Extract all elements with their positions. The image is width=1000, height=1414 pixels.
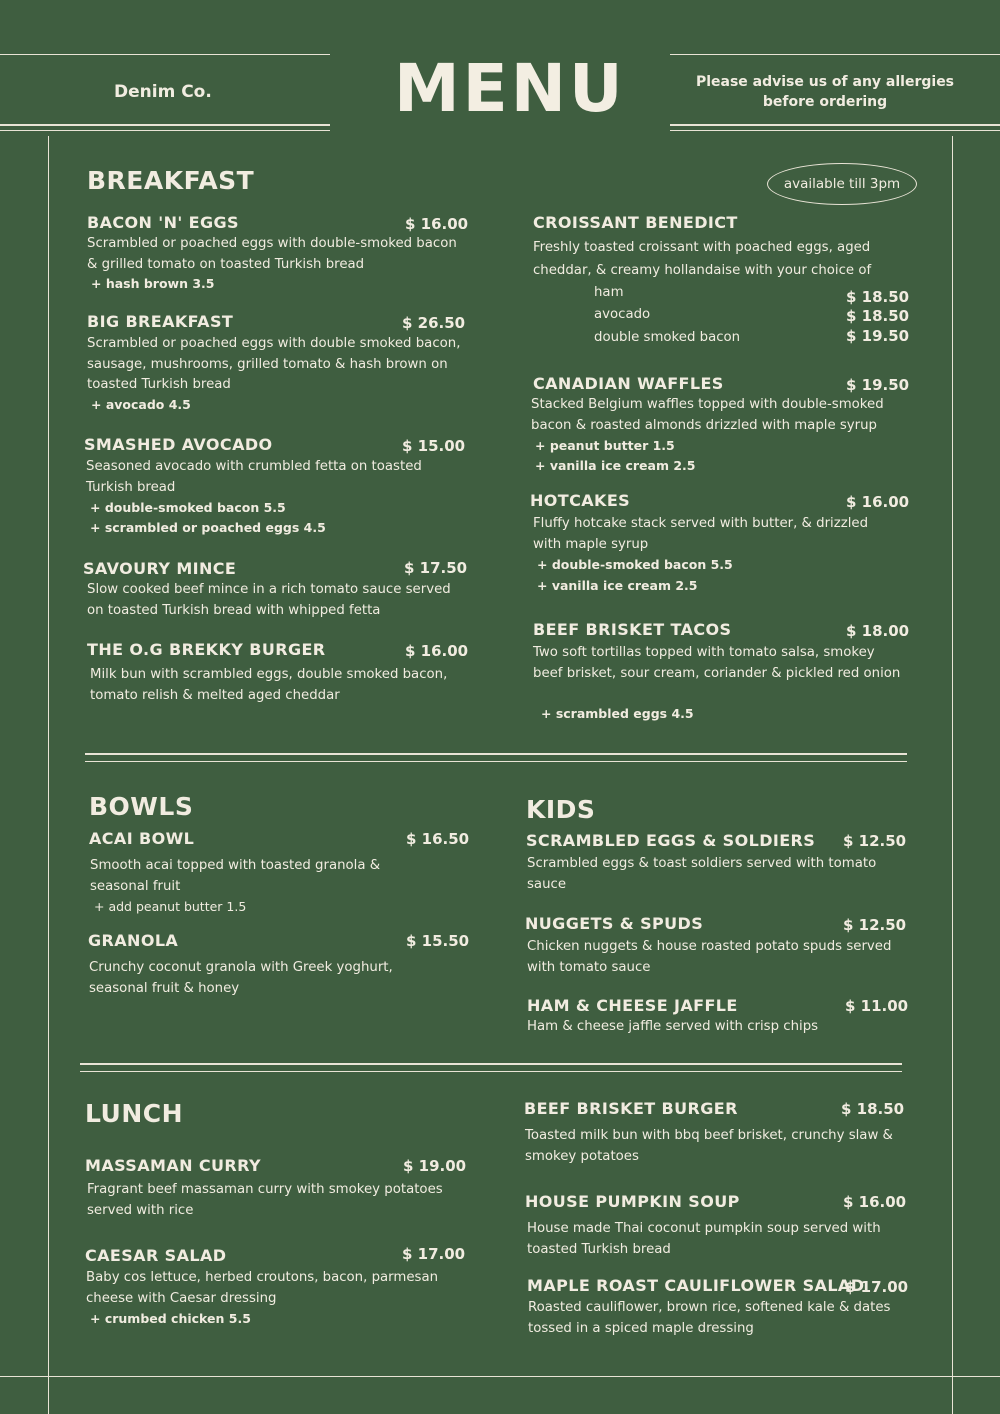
item-price-bacon-eggs: $ 16.00 xyxy=(405,215,469,233)
divider-2a xyxy=(80,1063,902,1065)
item-desc-caesar: Baby cos lettuce, herbed croutons, bacon, parmesan cheese with Caesar dressing xyxy=(86,1270,439,1306)
item-name-tacos: BEEF BRISKET TACOS xyxy=(533,620,732,639)
frame-left xyxy=(48,136,49,1414)
frame-right xyxy=(952,136,953,1414)
item-name-waffles: CANADIAN WAFFLES xyxy=(533,374,724,393)
item-name-croissant: CROISSANT BENEDICT xyxy=(533,213,738,232)
allergy-notice xyxy=(680,72,970,112)
item-name-smashed-avocado: SMASHED AVOCADO xyxy=(84,435,273,454)
item-desc-acai: Smooth acai topped with toasted granola & seasonal fruit xyxy=(90,858,381,894)
item-name-scrambled-soldiers: SCRAMBLED EGGS & SOLDIERS xyxy=(526,831,816,850)
header-line-right-top xyxy=(670,54,1000,55)
page-title: MENU xyxy=(394,50,626,127)
header-line-right-bottom2 xyxy=(670,130,1000,131)
item-name-cauliflower: MAPLE ROAST CAULIFLOWER SALAD xyxy=(527,1276,865,1295)
item-desc-nuggets: Chicken nuggets & house roasted potato spuds served with tomato sauce xyxy=(527,939,892,975)
item-addon-big-breakfast: + avocado 4.5 xyxy=(91,397,191,412)
item-price-savoury-mince: $ 17.50 xyxy=(404,559,468,577)
item-desc-waffles: Stacked Belgium waffles topped with double-smoked bacon & roasted almonds drizzled with maple syrup xyxy=(531,397,884,433)
header-line-left-top xyxy=(0,54,330,55)
section-title-breakfast: BREAKFAST xyxy=(87,166,255,195)
option-price-bacon: $ 19.50 xyxy=(846,327,910,345)
item-name-big-breakfast: BIG BREAKFAST xyxy=(87,312,234,331)
item-desc-cauliflower: Roasted cauliflower, brown rice, softened kale & dates tossed in a spiced maple dressing xyxy=(528,1300,891,1336)
item-desc-granola: Crunchy coconut granola with Greek yoghurt, seasonal fruit & honey xyxy=(89,960,393,996)
section-title-bowls: BOWLS xyxy=(89,792,194,821)
divider-1b xyxy=(85,761,907,762)
item-desc-croissant: Freshly toasted croissant with poached eggs, aged cheddar, & creamy hollandaise with your choice of xyxy=(533,240,872,278)
section-title-lunch: LUNCH xyxy=(85,1099,184,1128)
item-name-nuggets: NUGGETS & SPUDS xyxy=(525,914,704,933)
header-line-left-bottom2 xyxy=(0,130,330,131)
allergy-line-2: before ordering xyxy=(762,94,888,110)
option-name-avocado: avocado xyxy=(594,307,651,322)
item-desc-jaffle: Ham & cheese jaffle served with crisp chips xyxy=(527,1019,819,1034)
item-price-hotcakes: $ 16.00 xyxy=(846,493,910,511)
item-addon-bacon-eggs: + hash brown 3.5 xyxy=(91,276,215,291)
item-name-pumpkin-soup: HOUSE PUMPKIN SOUP xyxy=(525,1192,740,1211)
item-addon-hotcakes-2: + vanilla ice cream 2.5 xyxy=(537,578,698,593)
item-addon-acai: + add peanut butter 1.5 xyxy=(94,899,247,914)
item-desc-scrambled-soldiers: Scrambled eggs & toast soldiers served with tomato sauce xyxy=(527,856,877,892)
item-desc-hotcakes: Fluffy hotcake stack served with butter, & drizzled with maple syrup xyxy=(533,516,869,552)
allergy-line-1: Please advise us of any allergies xyxy=(695,74,955,90)
item-name-savoury-mince: SAVOURY MINCE xyxy=(83,559,237,578)
header-line-left-bottom xyxy=(0,124,330,126)
item-name-granola: GRANOLA xyxy=(88,931,179,950)
option-name-ham: ham xyxy=(594,285,624,300)
item-desc-bacon-eggs: Scrambled or poached eggs with double-smoked bacon & grilled tomato on toasted Turkish bread xyxy=(87,236,457,272)
item-desc-smashed-avocado: Seasoned avocado with crumbled fetta on toasted Turkish bread xyxy=(86,459,422,495)
item-addon-waffles-1: + peanut butter 1.5 xyxy=(535,438,675,453)
item-price-nuggets: $ 12.50 xyxy=(843,916,907,934)
item-desc-savoury-mince: Slow cooked beef mince in a rich tomato sauce served on toasted Turkish bread with whipped fetta xyxy=(87,582,451,618)
brand-name: Denim Co. xyxy=(114,82,212,102)
item-price-scrambled-soldiers: $ 12.50 xyxy=(843,832,907,850)
item-name-massaman: MASSAMAN CURRY xyxy=(85,1156,261,1175)
divider-1a xyxy=(85,753,907,755)
item-name-brisket-burger: BEEF BRISKET BURGER xyxy=(524,1099,738,1118)
item-price-big-breakfast: $ 26.50 xyxy=(402,314,466,332)
item-name-jaffle: HAM & CHEESE JAFFLE xyxy=(527,996,738,1015)
availability-badge: available till 3pm xyxy=(767,163,917,205)
item-name-og-burger: THE O.G BREKKY BURGER xyxy=(87,640,326,659)
frame-bottom xyxy=(0,1376,1000,1377)
item-price-massaman: $ 19.00 xyxy=(403,1157,467,1175)
item-name-hotcakes: HOTCAKES xyxy=(530,491,631,510)
item-price-cauliflower: $ 17.00 xyxy=(845,1278,909,1296)
item-price-smashed-avocado: $ 15.00 xyxy=(402,437,466,455)
option-price-avocado: $ 18.50 xyxy=(846,307,910,325)
item-price-tacos: $ 18.00 xyxy=(846,622,910,640)
item-price-pumpkin-soup: $ 16.00 xyxy=(843,1193,907,1211)
item-desc-brisket-burger: Toasted milk bun with bbq beef brisket, crunchy slaw & smokey potatoes xyxy=(525,1128,893,1164)
item-name-acai: ACAI BOWL xyxy=(89,829,195,848)
item-addon-smashed-avocado-2: + scrambled or poached eggs 4.5 xyxy=(90,520,326,535)
item-desc-big-breakfast: Scrambled or poached eggs with double smoked bacon, sausage, mushrooms, grilled tomato & hash brown on toasted Turkish bread xyxy=(87,336,461,392)
item-addon-hotcakes-1: + double-smoked bacon 5.5 xyxy=(537,557,733,572)
item-name-caesar: CAESAR SALAD xyxy=(85,1246,227,1265)
item-price-og-burger: $ 16.00 xyxy=(405,642,469,660)
item-addon-waffles-2: + vanilla ice cream 2.5 xyxy=(535,458,696,473)
option-price-ham: $ 18.50 xyxy=(846,288,910,306)
item-desc-massaman: Fragrant beef massaman curry with smokey potatoes served with rice xyxy=(87,1182,443,1218)
item-desc-og-burger: Milk bun with scrambled eggs, double smoked bacon, tomato relish & melted aged cheddar xyxy=(90,667,448,703)
item-addon-tacos: + scrambled eggs 4.5 xyxy=(541,706,694,721)
item-price-waffles: $ 19.50 xyxy=(846,376,910,394)
item-price-caesar: $ 17.00 xyxy=(402,1245,466,1263)
section-title-kids: KIDS xyxy=(526,795,596,824)
item-addon-caesar: + crumbed chicken 5.5 xyxy=(90,1311,251,1326)
item-price-granola: $ 15.50 xyxy=(406,932,470,950)
header-line-right-bottom xyxy=(670,124,1000,126)
item-name-bacon-eggs: BACON 'N' EGGS xyxy=(87,213,239,232)
item-price-jaffle: $ 11.00 xyxy=(845,997,909,1015)
item-addon-smashed-avocado-1: + double-smoked bacon 5.5 xyxy=(90,500,286,515)
divider-2b xyxy=(80,1071,902,1072)
item-desc-pumpkin-soup: House made Thai coconut pumpkin soup served with toasted Turkish bread xyxy=(527,1221,881,1257)
item-price-brisket-burger: $ 18.50 xyxy=(841,1100,905,1118)
option-name-bacon: double smoked bacon xyxy=(594,330,741,345)
item-desc-tacos: Two soft tortillas topped with tomato salsa, smokey beef brisket, sour cream, coriander & pickled red onion xyxy=(533,645,901,681)
item-price-acai: $ 16.50 xyxy=(406,830,470,848)
